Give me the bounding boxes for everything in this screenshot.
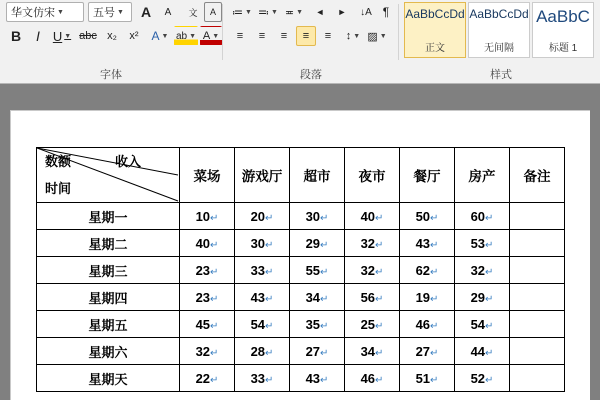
cell-value: 46 [360, 370, 376, 386]
bullets-icon: ≔ [232, 6, 244, 19]
paragraph-mark-icon: ↵ [320, 266, 329, 278]
table-cell[interactable] [510, 311, 565, 338]
style-name-text: 正文 [425, 43, 445, 54]
cell-value: 27 [415, 343, 431, 359]
table-cell[interactable] [455, 284, 510, 311]
font-group-label: 字体 [100, 69, 122, 81]
bullets-button[interactable] [230, 2, 254, 22]
cell-value: 29 [305, 235, 321, 251]
style-sample-text: AaBbCcDd [405, 7, 465, 21]
cell-value: 25 [360, 316, 376, 332]
cell-value: 33 [250, 262, 266, 278]
table-row [37, 257, 565, 284]
table-cell[interactable] [400, 365, 455, 392]
cell-value: 30 [305, 208, 321, 224]
cell-value: 56 [360, 289, 376, 305]
table-cell[interactable] [400, 257, 455, 284]
paragraph-mark-icon: ↵ [485, 374, 494, 386]
table-cell[interactable] [180, 365, 235, 392]
table-cell[interactable] [290, 338, 345, 365]
corner-label-income: 收入 [115, 154, 142, 169]
table-row [37, 203, 565, 230]
paragraph-mark-icon: ↵ [485, 266, 494, 278]
shrink-font-button[interactable] [158, 2, 178, 22]
line-spacing-icon: ↕ [345, 30, 352, 42]
line-spacing-button[interactable] [342, 26, 364, 46]
table-cell[interactable] [290, 311, 345, 338]
style-sample-text: AaBbCcDd [469, 7, 529, 21]
shading-icon: ▨ [367, 30, 378, 43]
corner-label-time: 时间 [45, 181, 72, 196]
row-label[interactable]: 星期二 [37, 230, 180, 257]
align-center-icon: ≡ [258, 30, 266, 42]
align-left-button[interactable] [230, 26, 250, 46]
ribbon-group-styles [402, 0, 600, 84]
table-cell[interactable] [180, 284, 235, 311]
column-header[interactable]: 房产 [455, 148, 510, 203]
pilcrow-icon: ¶ [382, 5, 390, 19]
document-page[interactable] [10, 110, 590, 400]
table-cell[interactable] [345, 311, 400, 338]
show-formatting-marks-button[interactable] [378, 2, 394, 22]
table-row [37, 311, 565, 338]
table-row [37, 338, 565, 365]
paragraph-mark-icon: ↵ [210, 212, 219, 224]
styles-group-label: 样式 [490, 69, 512, 81]
table-cell[interactable] [345, 284, 400, 311]
row-label[interactable]: 星期四 [37, 284, 180, 311]
paragraph-mark-icon: ↵ [320, 374, 329, 386]
table-cell[interactable] [235, 365, 290, 392]
paragraph-mark-icon: ↵ [375, 374, 384, 386]
sort-button[interactable] [356, 2, 376, 22]
table-cell[interactable] [455, 365, 510, 392]
cell-value: 40 [195, 235, 211, 251]
table-cell[interactable] [510, 257, 565, 284]
align-left-icon: ≡ [236, 30, 244, 42]
table-cell[interactable] [510, 338, 565, 365]
table-cell[interactable] [235, 311, 290, 338]
cell-value: 32 [470, 262, 486, 278]
cell-value: 55 [305, 262, 321, 278]
table-cell[interactable] [400, 203, 455, 230]
bold-button[interactable] [6, 26, 26, 46]
font-name-value: 华文仿宋 [11, 7, 55, 19]
table-row [37, 230, 565, 257]
table-cell[interactable] [180, 257, 235, 284]
increase-indent-button[interactable] [332, 2, 352, 22]
cell-value: 43 [415, 235, 431, 251]
cell-value: 10 [195, 208, 211, 224]
paragraph-mark-icon: ↵ [375, 293, 384, 305]
table-cell[interactable] [235, 230, 290, 257]
cell-value: 46 [415, 316, 431, 332]
table-cell[interactable] [235, 257, 290, 284]
paragraph-mark-icon: ↵ [375, 212, 384, 224]
paragraph-mark-icon: ↵ [430, 347, 439, 359]
chevron-down-icon: ▼ [64, 32, 72, 40]
sort-icon: ↓A [360, 6, 372, 18]
paragraph-mark-icon: ↵ [430, 320, 439, 332]
paragraph-mark-icon: ↵ [265, 374, 274, 386]
paragraph-mark-icon: ↵ [265, 347, 274, 359]
paragraph-mark-icon: ↵ [320, 239, 329, 251]
shading-button[interactable] [366, 26, 388, 46]
cell-value: 51 [415, 370, 431, 386]
paragraph-mark-icon: ↵ [265, 212, 274, 224]
cell-value: 34 [360, 343, 376, 359]
table-row [37, 365, 565, 392]
italic-icon: I [36, 28, 40, 44]
table-cell[interactable] [455, 311, 510, 338]
table-cell[interactable] [455, 230, 510, 257]
paragraph-mark-icon: ↵ [430, 239, 439, 251]
chevron-down-icon: ▼ [57, 8, 64, 16]
phonetic-guide-icon: 文 [188, 7, 198, 18]
row-label[interactable]: 星期一 [37, 203, 180, 230]
table-cell[interactable] [290, 203, 345, 230]
phonetic-guide-button[interactable] [182, 2, 204, 22]
cell-value: 32 [360, 262, 376, 278]
column-header[interactable]: 游戏厅 [235, 148, 290, 203]
cell-value: 35 [305, 316, 321, 332]
column-header[interactable]: 餐厅 [400, 148, 455, 203]
table-cell[interactable] [345, 365, 400, 392]
style-name-text: 无间隔 [484, 43, 514, 54]
chevron-down-icon: ▼ [161, 32, 169, 40]
table-cell[interactable] [345, 230, 400, 257]
paragraph-group-label: 段落 [300, 69, 322, 81]
table-cell[interactable] [235, 338, 290, 365]
multilevel-list-icon: ≖ [284, 6, 295, 19]
justify-icon: ≡ [302, 30, 310, 42]
style-card-no-spacing[interactable] [468, 2, 530, 58]
table-cell[interactable] [180, 203, 235, 230]
paragraph-mark-icon: ↵ [430, 266, 439, 278]
cell-value: 54 [470, 316, 486, 332]
paragraph-mark-icon: ↵ [210, 266, 219, 278]
row-label[interactable]: 星期天 [37, 365, 180, 392]
cell-value: 44 [470, 343, 486, 359]
table-cell[interactable] [400, 284, 455, 311]
text-effects-icon: A [151, 29, 160, 43]
grow-font-button[interactable] [136, 2, 156, 22]
cell-value: 27 [305, 343, 321, 359]
chevron-down-icon: ▼ [212, 32, 220, 40]
cell-value: 54 [250, 316, 266, 332]
underline-icon: U [52, 28, 63, 44]
document-area[interactable] [0, 84, 600, 400]
paragraph-mark-icon: ↵ [210, 374, 219, 386]
cell-value: 50 [415, 208, 431, 224]
cell-value: 45 [195, 316, 211, 332]
italic-button[interactable] [28, 26, 48, 46]
table-cell[interactable] [510, 284, 565, 311]
paragraph-mark-icon: ↵ [265, 293, 274, 305]
text-highlight-button[interactable] [174, 26, 198, 46]
paragraph-mark-icon: ↵ [265, 239, 274, 251]
style-name-text: 标题 1 [548, 43, 578, 54]
superscript-button[interactable] [124, 26, 144, 46]
style-card-body[interactable] [404, 2, 466, 58]
table-cell[interactable] [510, 203, 565, 230]
table-cell[interactable] [345, 257, 400, 284]
font-size-combo[interactable] [88, 2, 132, 22]
paragraph-mark-icon: ↵ [210, 293, 219, 305]
table-cell[interactable] [290, 365, 345, 392]
align-right-icon: ≡ [280, 30, 288, 42]
paragraph-mark-icon: ↵ [320, 293, 329, 305]
cell-value: 28 [250, 343, 266, 359]
numbering-button[interactable] [256, 2, 280, 22]
paragraph-mark-icon: ↵ [430, 374, 439, 386]
cell-value: 32 [195, 343, 211, 359]
cell-value: 53 [470, 235, 486, 251]
cell-value: 19 [415, 289, 431, 305]
table-cell[interactable] [510, 230, 565, 257]
table-row [37, 284, 565, 311]
strikethrough-button[interactable] [76, 26, 100, 46]
chevron-down-icon: ▼ [296, 8, 304, 16]
text-effects-button[interactable] [148, 26, 172, 46]
cell-value: 22 [195, 370, 211, 386]
cell-value: 62 [415, 262, 431, 278]
table-corner-cell[interactable] [37, 148, 180, 203]
table-cell[interactable] [180, 338, 235, 365]
chevron-down-icon: ▼ [245, 8, 252, 16]
paragraph-mark-icon: ↵ [375, 266, 384, 278]
underline-button[interactable] [50, 26, 74, 46]
table-cell[interactable] [510, 365, 565, 392]
character-border-icon: A [209, 7, 216, 17]
chevron-down-icon: ▼ [379, 32, 387, 40]
table-cell[interactable] [290, 257, 345, 284]
paragraph-mark-icon: ↵ [320, 320, 329, 332]
table-cell[interactable] [235, 284, 290, 311]
table-cell[interactable] [455, 338, 510, 365]
strikethrough-icon: abc [79, 30, 97, 42]
paragraph-mark-icon: ↵ [485, 347, 494, 359]
subscript-icon: x₂ [107, 30, 117, 42]
row-label[interactable]: 星期五 [37, 311, 180, 338]
align-right-button[interactable] [274, 26, 294, 46]
ribbon-group-font [0, 0, 222, 84]
column-header[interactable]: 夜市 [345, 148, 400, 203]
row-label[interactable]: 星期三 [37, 257, 180, 284]
paragraph-mark-icon: ↵ [485, 239, 494, 251]
subscript-button[interactable] [102, 26, 122, 46]
column-header[interactable]: 超市 [290, 148, 345, 203]
table-cell[interactable] [235, 203, 290, 230]
ribbon [0, 0, 600, 84]
paragraph-mark-icon: ↵ [210, 320, 219, 332]
row-label[interactable]: 星期六 [37, 338, 180, 365]
font-name-combo[interactable] [6, 2, 84, 22]
font-size-value: 五号 [93, 7, 115, 19]
group-divider [398, 4, 399, 60]
paragraph-mark-icon: ↵ [485, 293, 494, 305]
paragraph-mark-icon: ↵ [320, 212, 329, 224]
table-cell[interactable] [290, 284, 345, 311]
cell-value: 32 [360, 235, 376, 251]
cell-value: 30 [250, 235, 266, 251]
increase-indent-icon: ► [337, 7, 347, 17]
cell-value: 40 [360, 208, 376, 224]
align-center-button[interactable] [252, 26, 272, 46]
table-cell[interactable] [400, 338, 455, 365]
table-cell[interactable] [400, 230, 455, 257]
paragraph-mark-icon: ↵ [265, 266, 274, 278]
style-sample-text: AaBbC [536, 7, 590, 26]
chevron-down-icon: ▼ [189, 32, 197, 40]
numbering-icon: ≕ [258, 6, 270, 19]
cell-value: 43 [250, 289, 266, 305]
paragraph-mark-icon: ↵ [210, 239, 219, 251]
cell-value: 43 [305, 370, 321, 386]
grow-font-icon: A [140, 4, 152, 20]
paragraph-mark-icon: ↵ [375, 320, 384, 332]
cell-value: 33 [250, 370, 266, 386]
paragraph-mark-icon: ↵ [375, 347, 384, 359]
ribbon-group-paragraph [226, 0, 396, 84]
paragraph-mark-icon: ↵ [210, 347, 219, 359]
table-cell[interactable] [345, 203, 400, 230]
shrink-font-icon: A [164, 6, 172, 18]
decrease-indent-button[interactable] [310, 2, 330, 22]
superscript-icon: x² [129, 30, 139, 42]
chevron-down-icon: ▼ [271, 8, 278, 16]
paragraph-mark-icon: ↵ [430, 293, 439, 305]
table-cell[interactable] [345, 338, 400, 365]
paragraph-mark-icon: ↵ [485, 320, 494, 332]
paragraph-mark-icon: ↵ [265, 320, 274, 332]
table-cell[interactable] [180, 230, 235, 257]
cell-value: 29 [470, 289, 486, 305]
chevron-down-icon: ▼ [117, 8, 124, 16]
data-table[interactable] [36, 147, 565, 392]
group-divider [222, 4, 223, 60]
column-header[interactable]: 备注 [510, 148, 565, 203]
bold-icon: B [10, 28, 22, 44]
paragraph-mark-icon: ↵ [430, 212, 439, 224]
distributed-button[interactable] [318, 26, 338, 46]
table-cell[interactable] [455, 203, 510, 230]
column-header[interactable]: 菜场 [180, 148, 235, 203]
table-cell[interactable] [290, 230, 345, 257]
table-cell[interactable] [180, 311, 235, 338]
table-cell[interactable] [455, 257, 510, 284]
decrease-indent-icon: ◄ [315, 7, 325, 17]
font-color-icon: A [202, 30, 211, 42]
cell-value: 23 [195, 289, 211, 305]
justify-button[interactable] [296, 26, 316, 46]
paragraph-mark-icon: ↵ [375, 239, 384, 251]
cell-value: 20 [250, 208, 266, 224]
corner-label-amount: 数额 [45, 154, 72, 169]
paragraph-mark-icon: ↵ [320, 347, 329, 359]
cell-value: 34 [305, 289, 321, 305]
style-card-heading-1[interactable] [532, 2, 594, 58]
cell-value: 60 [470, 208, 486, 224]
character-border-button[interactable] [204, 2, 222, 22]
multilevel-list-button[interactable] [282, 2, 306, 22]
table-header-row [37, 148, 565, 203]
cell-value: 23 [195, 262, 211, 278]
table-cell[interactable] [400, 311, 455, 338]
paragraph-mark-icon: ↵ [485, 212, 494, 224]
highlight-icon: ab [175, 30, 188, 42]
chevron-down-icon: ▼ [353, 32, 361, 40]
distributed-icon: ≡ [324, 30, 332, 42]
cell-value: 52 [470, 370, 486, 386]
font-color-button[interactable] [200, 26, 222, 46]
